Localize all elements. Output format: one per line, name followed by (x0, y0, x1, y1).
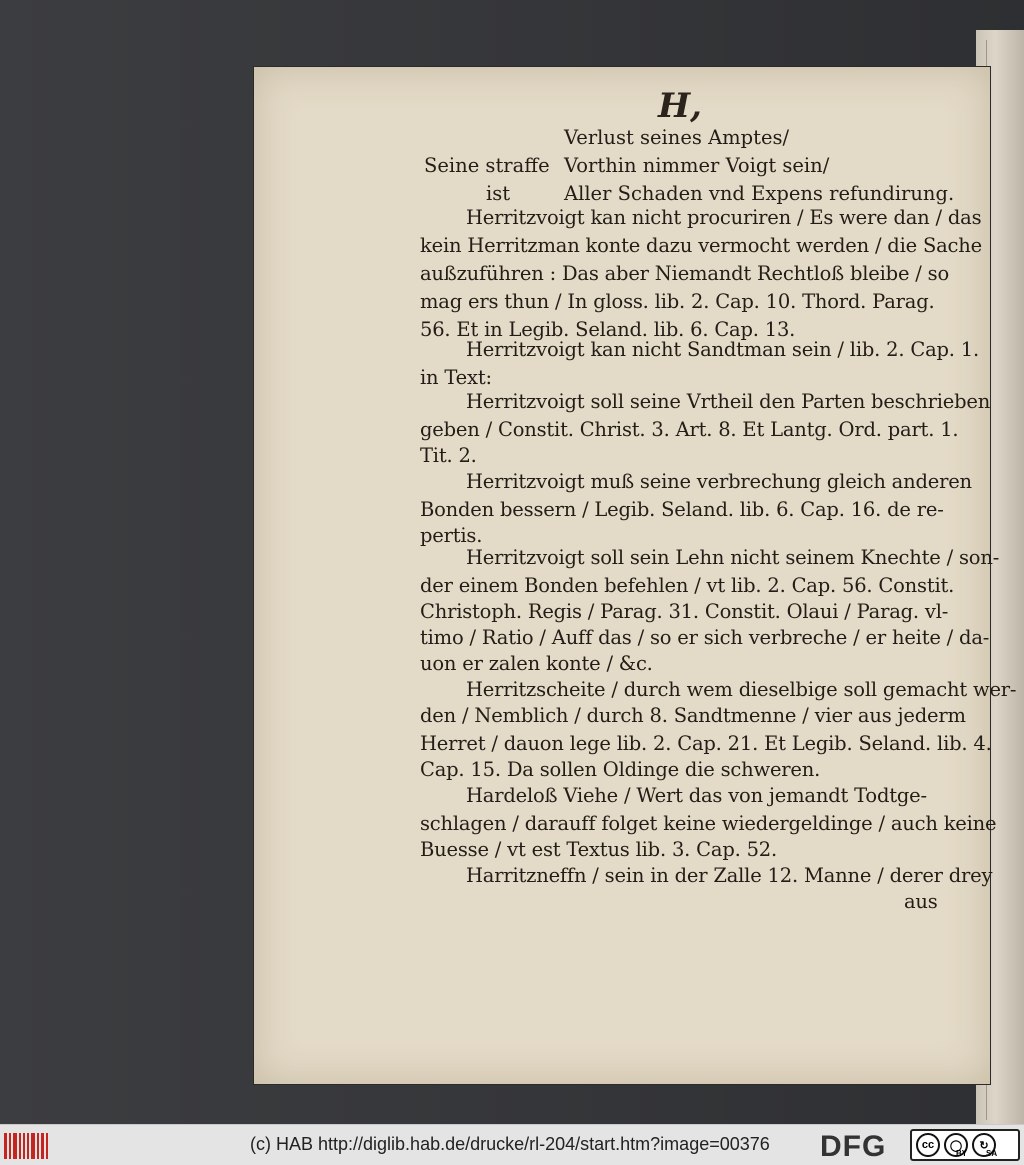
text-line: Buesse / vt est Textus lib. 3. Cap. 52. (420, 838, 778, 861)
text-line: Herritzvoigt kan nicht procuriren / Es were dan / das (466, 206, 982, 229)
text-line: geben / Constit. Christ. 3. Art. 8. Et Lantg. Ord. part. 1. (420, 418, 959, 441)
text-line: den / Nemblich / durch 8. Sandtmenne / vier aus jederm (420, 704, 966, 727)
credit-link[interactable]: (c) HAB http://diglib.hab.de/drucke/rl-204/start.htm?image=00376 (250, 1134, 770, 1154)
text-line: Cap. 15. Da sollen Oldinge die schweren. (420, 758, 821, 781)
page-signature: H, (658, 86, 702, 126)
text-line: Herret / dauon lege lib. 2. Cap. 21. Et Legib. Seland. lib. 4. (420, 732, 992, 755)
text-line: Herritzvoigt soll seine Vrtheil den Parten beschrieben (466, 390, 991, 413)
right-col-line-1: Verlust seines Amptes/ (564, 126, 790, 149)
text-line: außzuführen : Das aber Niemandt Rechtloß bleibe / so (420, 262, 950, 285)
viewer-footer (0, 1124, 1024, 1165)
text-line: mag ers thun / In gloss. lib. 2. Cap. 10. Thord. Parag. (420, 290, 935, 313)
text-line: schlagen / darauff folget keine wiedergeldinge / auch keine (420, 812, 997, 835)
text-line: kein Herritzman konte dazu vermocht werden / die Sache (420, 234, 982, 257)
text-line: Hardeloß Viehe / Wert das von jemandt Todtge- (466, 784, 927, 807)
right-col-line-2: Vorthin nimmer Voigt sein/ (564, 154, 830, 177)
catchword: aus (904, 890, 938, 913)
text-line: Herritzvoigt muß seine verbrechung gleich anderen (466, 470, 972, 493)
text-line: uon er zalen konte / &c. (420, 652, 653, 675)
text-line: Christoph. Regis / Parag. 31. Constit. Olaui / Parag. vl- (420, 600, 949, 623)
share-alike-icon: ↻ (972, 1133, 996, 1157)
text-line: Harritzneffn / sein in der Zalle 12. Manne / derer drey (466, 864, 993, 887)
text-line: timo / Ratio / Auff das / so er sich verbreche / er heite / da- (420, 626, 990, 649)
text-line: der einem Bonden befehlen / vt lib. 2. Cap. 56. Constit. (420, 574, 955, 597)
text-line: pertis. (420, 524, 483, 547)
right-col-line-3: Aller Schaden vnd Expens refundirung. (564, 182, 955, 205)
cc-icon: cc (916, 1133, 940, 1157)
by-label: BY (956, 1149, 968, 1158)
text-line: 56. Et in Legib. Seland. lib. 6. Cap. 13. (420, 318, 796, 341)
text-line: Herritzscheite / durch wem dieselbige soll gemacht wer- (466, 678, 1017, 701)
text-line: Bonden bessern / Legib. Seland. lib. 6. Cap. 16. de re- (420, 498, 944, 521)
library-barcode-icon (4, 1133, 48, 1159)
text-line: Tit. 2. (420, 444, 477, 467)
cc-license-badge[interactable] (910, 1129, 1020, 1161)
attribution-icon: ◯ (944, 1133, 968, 1157)
sa-label: SA (986, 1149, 998, 1158)
left-col-line-1: Seine straffe (424, 154, 550, 177)
left-col-line-2: ist (486, 182, 511, 205)
text-line: in Text: (420, 366, 492, 389)
dfg-logo: DFG (820, 1130, 887, 1163)
text-line: Herritzvoigt kan nicht Sandtman sein / lib. 2. Cap. 1. (466, 338, 979, 361)
text-line: Herritzvoigt soll sein Lehn nicht seinem Knechte / son- (466, 546, 1000, 569)
